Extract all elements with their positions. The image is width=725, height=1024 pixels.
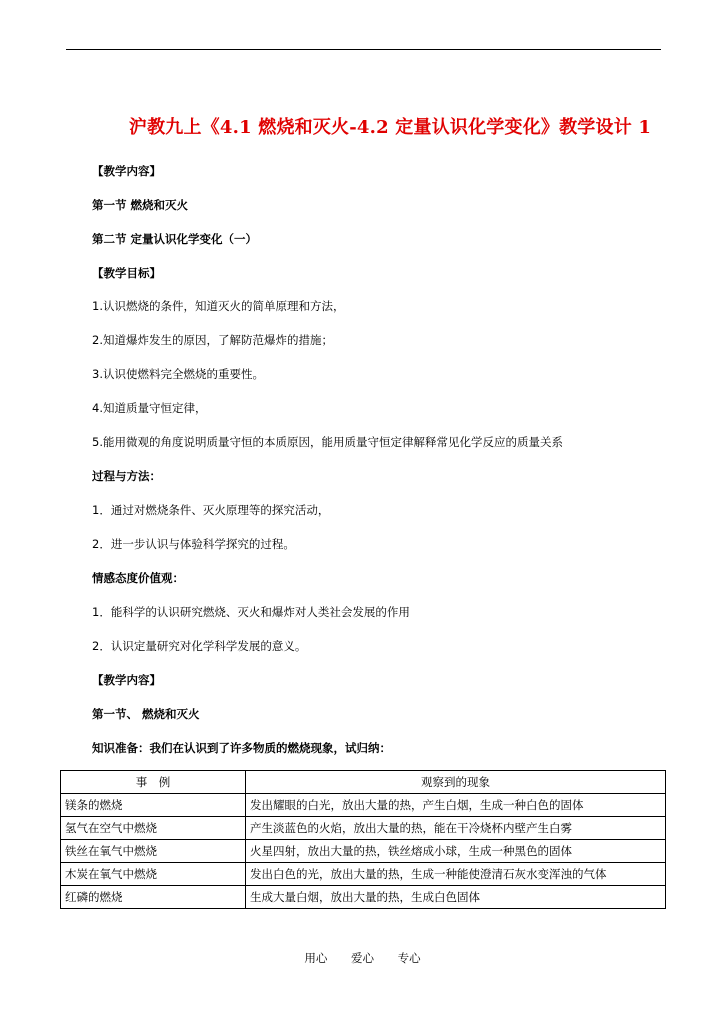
column-header-example: 事 例 [61,771,246,794]
header-rule [66,49,661,50]
process-item: 1．通过对燃烧条件、灭火原理等的探究活动， [92,503,330,517]
table-row [61,817,666,840]
table-header-row [61,771,666,794]
combustion-table [60,770,666,909]
objective-item: 4.知道质量守恒定律， [92,401,207,415]
table-cell: 铁丝在氧气中燃烧 [61,840,246,863]
section-label-process-methods: 过程与方法： [92,469,161,483]
section-label-teaching-content-2: 【教学内容】 [92,673,161,687]
section-heading-2: 第二节 定量认识化学变化（一） [92,232,258,246]
column-header-phenomenon: 观察到的现象 [246,771,666,794]
attitude-item: 2．认识定量研究对化学科学发展的意义。 [92,639,307,653]
table-cell: 发出耀眼的白光，放出大量的热，产生白烟，生成一种白色的固体 [246,794,666,817]
table-cell: 镁条的燃烧 [61,794,246,817]
table-cell: 红磷的燃烧 [61,886,246,909]
objective-item: 2.知道爆炸发生的原因，了解防范爆炸的措施； [92,333,333,347]
page-footer [0,950,725,966]
table-row [61,794,666,817]
document-title: 沪教九上《4.1 燃烧和灭火-4.2 定量认识化学变化》教学设计 1 [128,117,652,138]
footer-word: 用心 [304,951,328,965]
table-cell: 生成大量白烟，放出大量的热，生成白色固体 [246,886,666,909]
objective-item: 5.能用微观的角度说明质量守恒的本质原因，能用质量守恒定律解释常见化学反应的质量关系 [92,435,563,449]
table-cell: 火星四射，放出大量的热，铁丝熔成小球，生成一种黑色的固体 [246,840,666,863]
section-heading-1: 第一节 燃烧和灭火 [92,198,189,212]
table-cell: 木炭在氧气中燃烧 [61,863,246,886]
table-cell: 氢气在空气中燃烧 [61,817,246,840]
section-label-objectives: 【教学目标】 [92,266,161,280]
knowledge-prep: 知识准备：我们在认识到了许多物质的燃烧现象，试归纳： [92,741,391,755]
table-cell: 产生淡蓝色的火焰，放出大量的热，能在干冷烧杯内壁产生白雾 [246,817,666,840]
table-row [61,840,666,863]
section-label-teaching-content: 【教学内容】 [92,164,161,178]
table-row [61,886,666,909]
footer-word: 爱心 [351,951,374,965]
footer-word: 专心 [397,951,421,965]
process-item: 2．进一步认识与体验科学探究的过程。 [92,537,295,551]
table-cell: 发出白色的光，放出大量的热，生成一种能使澄清石灰水变浑浊的气体 [246,863,666,886]
objective-item: 3.认识使燃料完全燃烧的重要性。 [92,367,264,381]
section-label-attitudes: 情感态度价值观： [92,571,184,585]
table-row [61,863,666,886]
objective-item: 1.认识燃烧的条件，知道灭火的简单原理和方法， [92,299,345,313]
section-heading-3: 第一节、 燃烧和灭火 [92,707,200,721]
attitude-item: 1．能科学的认识研究燃烧、灭火和爆炸对人类社会发展的作用 [92,605,410,619]
